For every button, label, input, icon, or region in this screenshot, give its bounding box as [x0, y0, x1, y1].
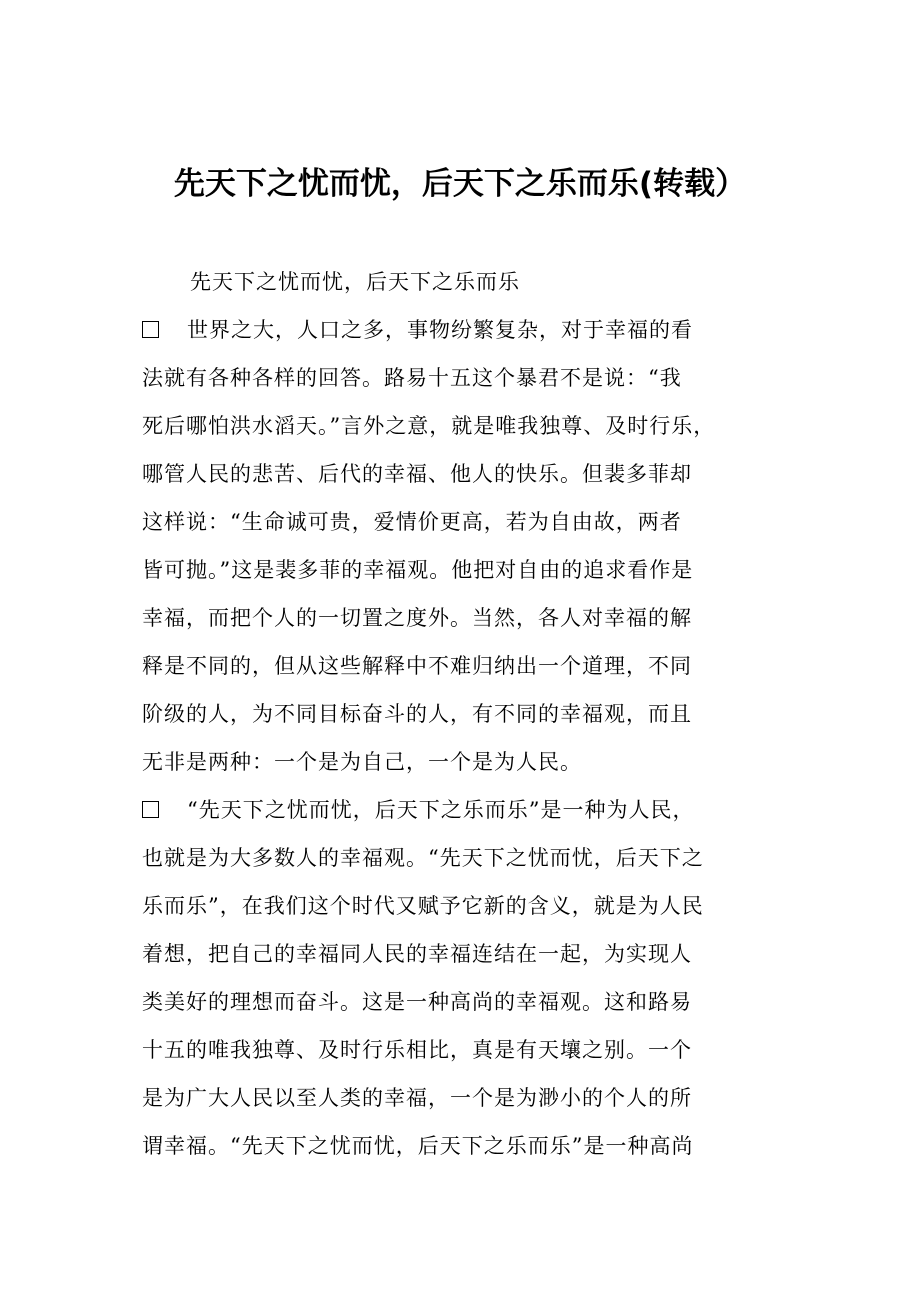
paragraph-2-line-4: 着想，把自己的幸福同人民的幸福连结在一起，为实现人	[142, 942, 692, 966]
paragraph-2-line-7: 是为广大人民以至人类的幸福，一个是为渺小的个人的所	[142, 1086, 692, 1110]
paragraph-1-line-2: 法就有各种各样的回答。路易十五这个暴君不是说：“我	[142, 366, 682, 390]
paragraph-2-line-6: 十五的唯我独尊、及时行乐相比，真是有天壤之别。一个	[142, 1038, 692, 1062]
paragraph-1-line-10: 无非是两种：一个是为自己，一个是为人民。	[142, 750, 582, 774]
paragraph-2-line-2: 也就是为大多数人的幸福观。“先天下之忧而忧，后天下之	[142, 846, 704, 870]
checkbox-bullet-icon	[142, 801, 159, 818]
paragraph-1-line-3: 死后哪怕洪水滔天。”言外之意，就是唯我独尊、及时行乐，	[142, 414, 716, 438]
paragraph-1-line-7: 幸福，而把个人的一切置之度外。当然，各人对幸福的解	[142, 606, 692, 630]
paragraph-2-line-8: 谓幸福。“先天下之忧而忧，后天下之乐而乐”是一种高尚	[142, 1134, 694, 1158]
document-subtitle: 先天下之忧而忧，后天下之乐而乐	[190, 270, 520, 294]
document-body	[142, 258, 792, 1170]
paragraph-1-line-4: 哪管人民的悲苦、后代的幸福、他人的快乐。但裴多菲却	[142, 462, 692, 486]
paragraph-1-line-6: 皆可抛。”这是裴多菲的幸福观。他把对自由的追求看作是	[142, 558, 694, 582]
paragraph-2-line-5: 类美好的理想而奋斗。这是一种高尚的幸福观。这和路易	[142, 990, 692, 1014]
paragraph-2-line-1	[142, 786, 792, 834]
line-text: “先天下之忧而忧，后天下之乐而乐”是一种为人民，	[187, 798, 695, 822]
paragraph-2-line-3: 乐而乐”，在我们这个时代又赋予它新的含义，就是为人民	[142, 894, 704, 918]
checkbox-bullet-icon	[142, 321, 159, 338]
paragraph-1-line-9: 阶级的人，为不同目标奋斗的人，有不同的幸福观，而且	[142, 702, 692, 726]
paragraph-1-line-8: 释是不同的，但从这些解释中不难归纳出一个道理，不同	[142, 654, 692, 678]
paragraph-1-line-5: 这样说：“生命诚可贵，爱情价更高，若为自由故，两者	[142, 510, 682, 534]
line-text: 世界之大，人口之多，事物纷繁复杂，对于幸福的看	[187, 318, 693, 342]
paragraph-1-line-1	[142, 306, 792, 354]
document-title: 先天下之忧而忧，后天下之乐而乐(转载）	[173, 166, 747, 202]
